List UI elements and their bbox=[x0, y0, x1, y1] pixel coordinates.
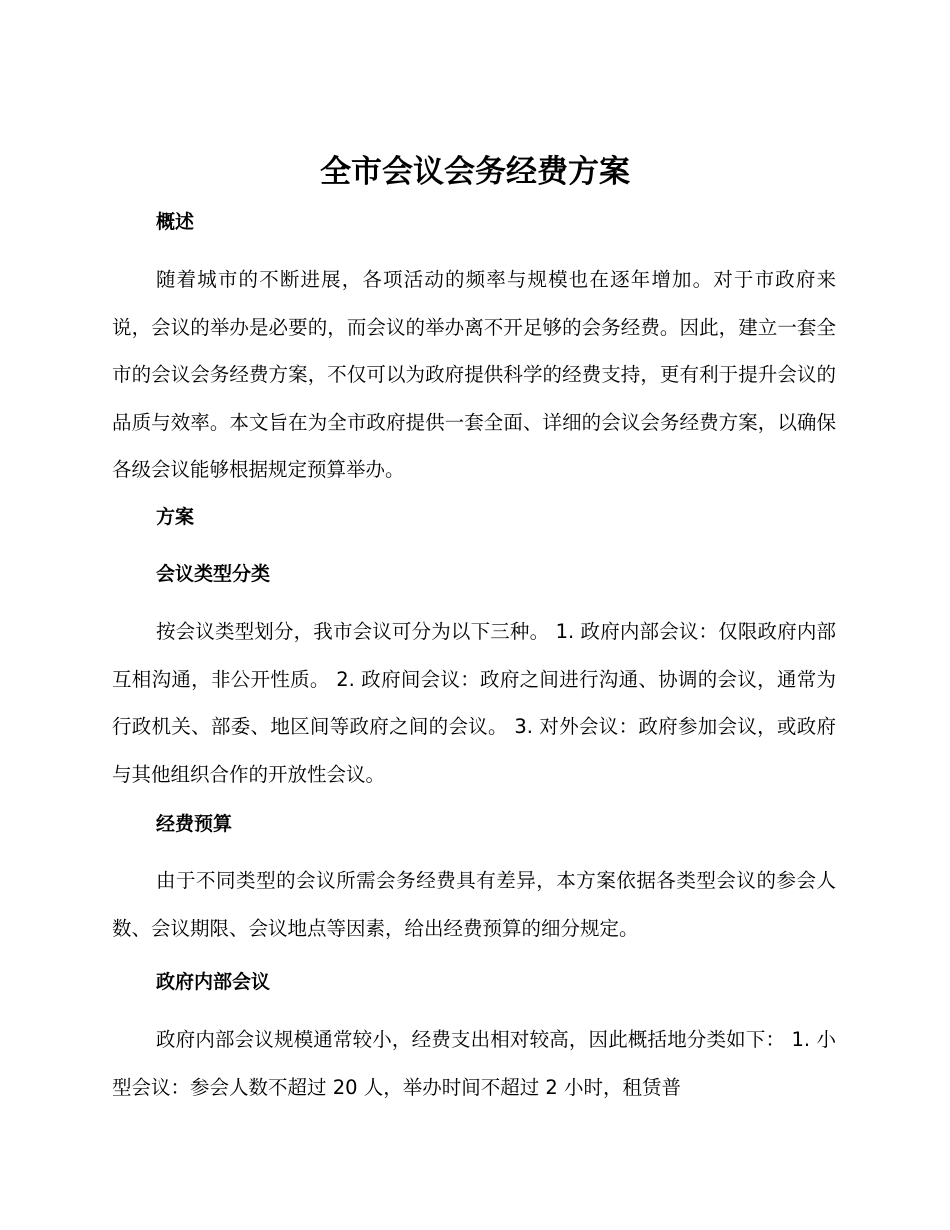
section-heading-internal-meetings: 政府内部会议 bbox=[156, 971, 271, 993]
section-heading-overview: 概述 bbox=[156, 211, 195, 233]
paragraph-meeting-types: 按会议类型划分，我市会议可分为以下三种。 1. 政府内部会议：仅限政府内部互相沟通，非公开性质。 2. 政府间会议：政府之间进行沟通、协调的会议，通常为行政机关、部委、地区间等政府之间的会议。 3. 对外会议：政府参加会议，或政府与其他组织合作的开放性会议。 bbox=[112, 620, 836, 786]
section-heading-plan: 方案 bbox=[156, 506, 195, 528]
paragraph-budget: 由于不同类型的会议所需会务经费具有差异，本方案依据各类型会议的参会人数、会议期限、会议地点等因素，给出经费预算的细分规定。 bbox=[112, 869, 836, 940]
document-title: 全市会议会务经费方案 bbox=[320, 154, 630, 190]
section-heading-meeting-types: 会议类型分类 bbox=[156, 563, 271, 585]
section-heading-budget: 经费预算 bbox=[156, 813, 233, 835]
paragraph-overview: 随着城市的不断进展，各项活动的频率与规模也在逐年增加。对于市政府来说，会议的举办是必要的，而会议的举办离不开足够的会务经费。因此，建立一套全市的会议会务经费方案，不仅可以为政府提供科学的经费支持，更有利于提升会议的品质与效率。本文旨在为全市政府提供一套全面、详细的会议会务经费方案，以确保各级会议能够根据规定预算举办。 bbox=[112, 268, 836, 481]
paragraph-internal-meetings: 政府内部会议规模通常较小，经费支出相对较高，因此概括地分类如下： 1. 小型会议：参会人数不超过 20 人，举办时间不超过 2 小时，租赁普 bbox=[112, 1028, 836, 1099]
